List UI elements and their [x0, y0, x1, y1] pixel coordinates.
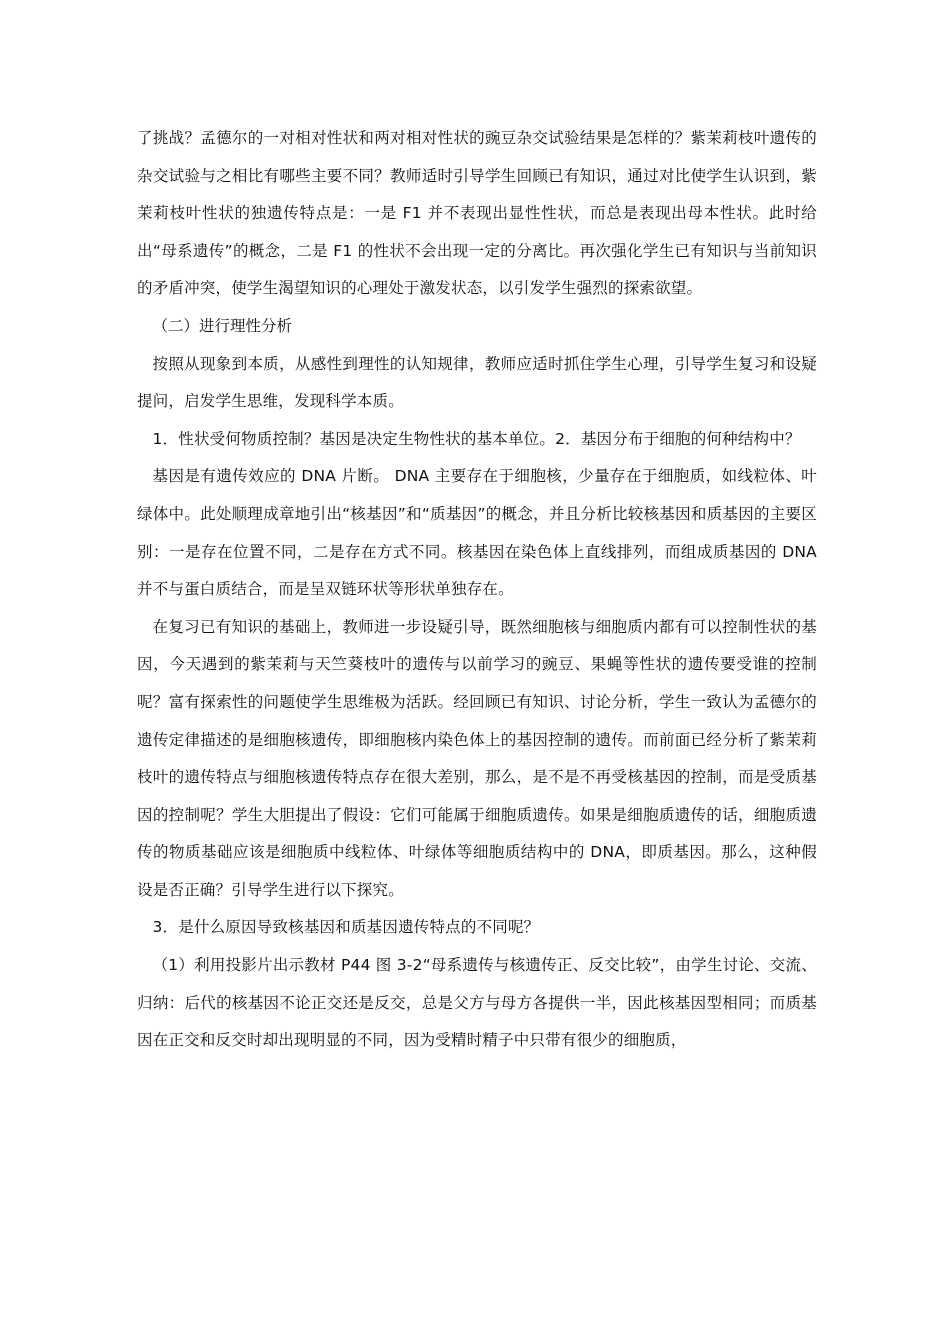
paragraph-question-1-2: 1．性状受何物质控制？基因是决定生物性状的基本单位。2．基因分布于细胞的何种结构中？ [152, 429, 801, 448]
paragraph-projection-discussion: （1）利用投影片出示教材 P44 图 3-2“母系遗传与核遗传正、反交比较”，由学生讨论、交流、归纳：后代的核基因不论正交还是反交，总是父方与母方各提供一半，因此核基因型相同；而质基因在正交和反交时却出现明显的不同，因为受精时精子中只带有很少的细胞质， [137, 956, 817, 1050]
paragraph-hypothesis: 在复习已有知识的基础上，教师进一步设疑引导，既然细胞核与细胞质内都有可以控制性状的基因，今天遇到的紫茉莉与天竺葵枝叶的遗传与以前学习的豌豆、果蝇等性状的遗传要受谁的控制呢？富有探索性的问题使学生思维极为活跃。经回顾已有知识、讨论分析，学生一致认为孟德尔的遗传定律描述的是细胞核遗传，即细胞核内染色体上的基因控制的遗传。而前面已经分析了紫茉莉枝叶的遗传特点与细胞核遗传特点存在很大差别，那么，是不是不再受核基因的控制，而是受质基因的控制呢？学生大胆提出了假设：它们可能属于细胞质遗传。如果是细胞质遗传的话，细胞质遗传的物质基础应该是细胞质中线粒体、叶绿体等细胞质结构中的 DNA，即质基因。那么，这种假设是否正确？引导学生进行以下探究。 [137, 617, 817, 899]
paragraph-cognitive-law: 按照从现象到本质，从感性到理性的认知规律，教师应适时抓住学生心理，引导学生复习和设疑提问，启发学生思维，发现科学本质。 [137, 354, 817, 411]
paragraph-question-3: 3．是什么原因导致核基因和质基因遗传特点的不同呢？ [152, 918, 540, 937]
paragraph-gene-dna: 基因是有遗传效应的 DNA 片断。 DNA 主要存在于细胞核，少量存在于细胞质，如线粒体、叶绿体中。此处顺理成章地引出“核基因”和“质基因”的概念，并且分析比较核基因和质基因的主要区别：一是存在位置不同，二是存在方式不同。核基因在染色体上直线排列，而组成质基因的 DNA 并不与蛋白质结合，而是呈双链环状等形状单独存在。 [137, 467, 817, 599]
paragraph-challenge-comparison: 了挑战？孟德尔的一对相对性状和两对相对性状的豌豆杂交试验结果是怎样的？紫茉莉枝叶遗传的杂交试验与之相比有哪些主要不同？教师适时引导学生回顾已有知识，通过对比使学生认识到，紫茉莉枝叶性状的独遗传特点是：一是 F1 并不表现出显性性状，而总是表现出母本性状。此时给出“母系遗传”的概念，二是 F1 的性状不会出现一定的分离比。再次强化学生已有知识与当前知识的矛盾冲突，使学生渴望知识的心理处于激发状态，以引发学生强烈的探索欲望。 [137, 129, 817, 298]
section-heading-rational-analysis: （二）进行理性分析 [152, 316, 293, 335]
document-body [137, 120, 817, 1060]
